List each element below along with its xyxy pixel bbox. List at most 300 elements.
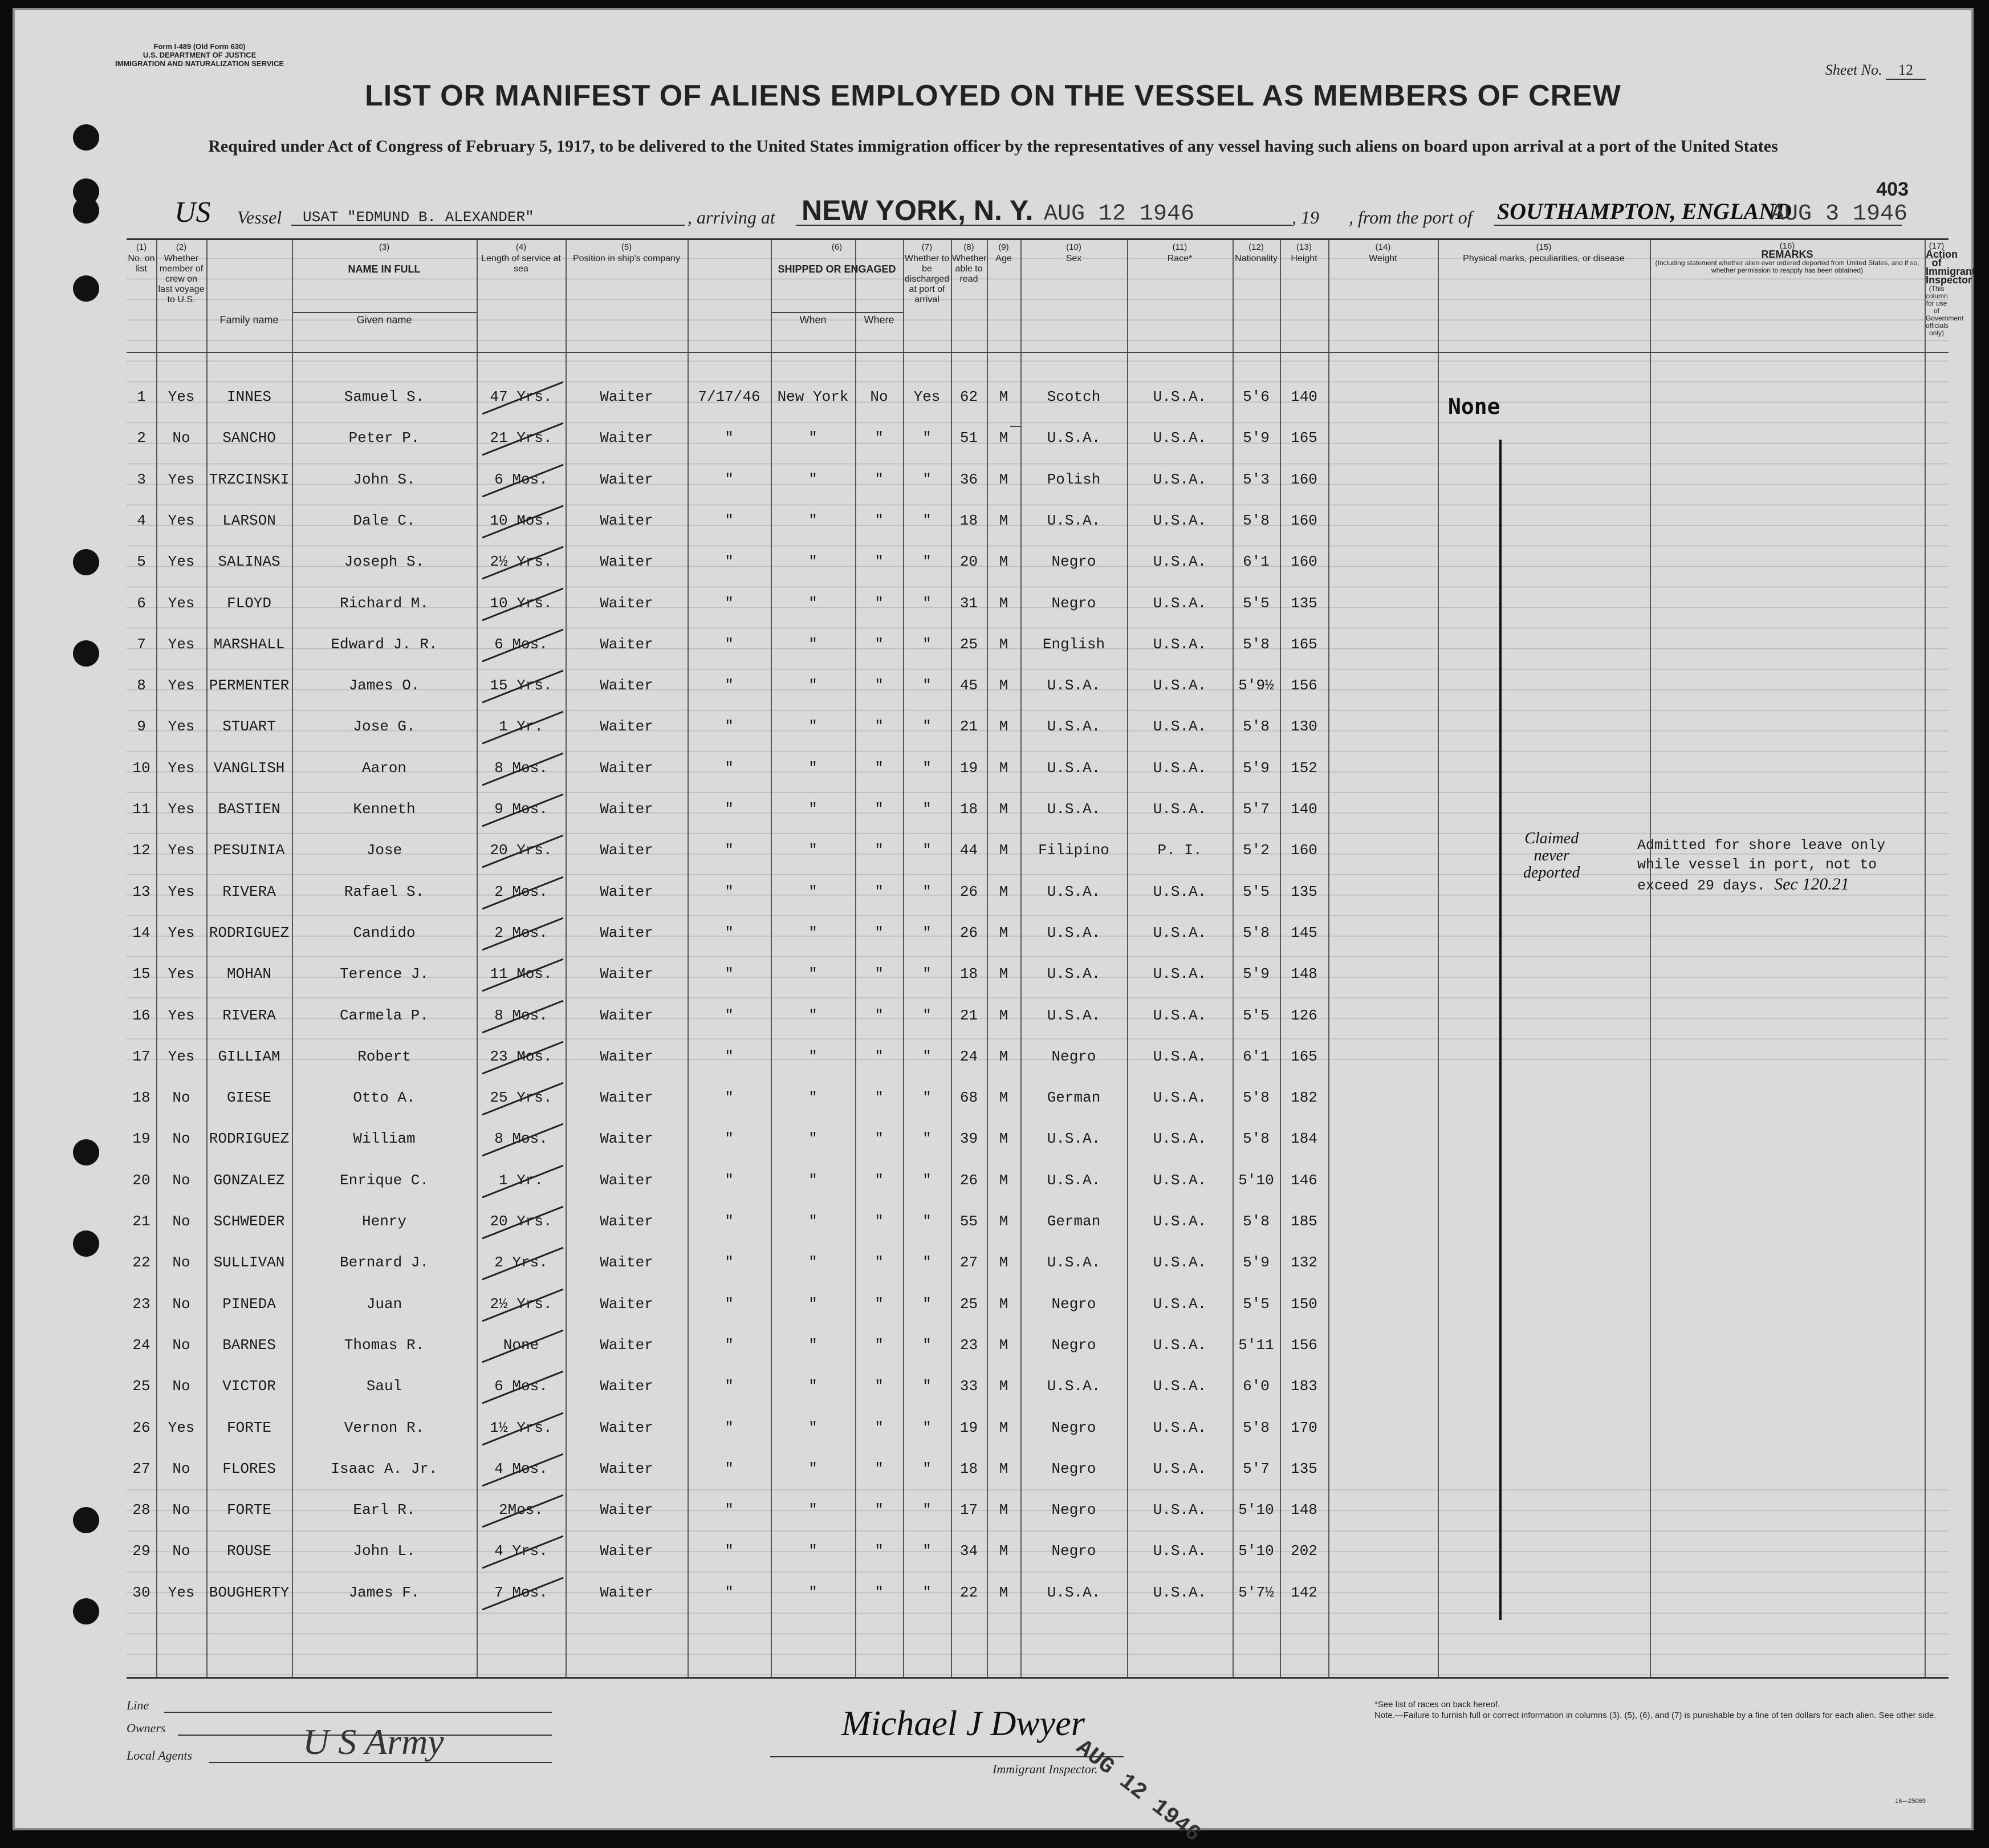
cell-weight: 183 [1291, 1378, 1317, 1395]
cell-service: 1 Yr. [498, 718, 543, 736]
cell-position: Waiter [600, 759, 653, 777]
cell-race: German [1047, 1213, 1101, 1230]
cell-position: Waiter [600, 718, 653, 736]
table-row [127, 1118, 1949, 1159]
cell-family: FORTE [226, 1501, 271, 1519]
cell-weight: 130 [1291, 718, 1317, 736]
cell-height: 5'8 [1243, 924, 1270, 941]
cell-family: INNES [226, 388, 271, 405]
cell-sex: M [999, 388, 1008, 405]
cell-where: " [808, 635, 817, 653]
remark-section: Sec 120.21 [1774, 875, 1849, 893]
cell-crew: No [172, 1501, 190, 1519]
cell-height: 6'0 [1243, 1378, 1270, 1395]
table-row [127, 1325, 1949, 1366]
cell-read: " [922, 1378, 932, 1395]
table-row [127, 706, 1949, 747]
cell-nationality: U.S.A. [1153, 429, 1207, 447]
cell-read: " [922, 1213, 932, 1230]
cell-service: 23 Mos. [490, 1047, 552, 1065]
cell-position: Waiter [600, 1047, 653, 1065]
cell-family: BASTIEN [218, 801, 280, 818]
cell-discharged: " [874, 429, 884, 447]
table-row [127, 541, 1949, 582]
cell-height: 5'5 [1243, 1295, 1270, 1313]
cell-service: 9 Mos. [494, 801, 548, 818]
cell-when: " [725, 965, 734, 983]
cell-race: U.S.A. [1047, 1378, 1101, 1395]
cell-discharged: " [874, 965, 884, 983]
cell-read: " [922, 1006, 932, 1024]
cell-when: " [725, 883, 734, 900]
cell-when: " [725, 1336, 734, 1354]
header-when: When [799, 314, 827, 326]
cell-height: 5'7 [1243, 1460, 1270, 1477]
cell-service: None [503, 1336, 539, 1354]
table-row [127, 912, 1949, 953]
cell-no: 7 [137, 635, 146, 653]
cell-no: 22 [132, 1254, 151, 1272]
cell-age: 27 [959, 1254, 978, 1272]
cell-given: Saul [366, 1378, 402, 1395]
cell-where: " [808, 1213, 817, 1230]
cell-no: 18 [132, 1089, 151, 1107]
cell-no: 1 [137, 388, 146, 405]
header-age: (9) Age [995, 242, 1012, 263]
cell-family: SCHWEDER [213, 1213, 285, 1230]
cell-crew: Yes [168, 470, 195, 488]
cell-service: 11 Mos. [490, 965, 552, 983]
cell-discharged: " [874, 1583, 884, 1601]
cell-sex: M [999, 1006, 1008, 1024]
cell-read: " [922, 1542, 932, 1560]
inspector-signature-line [770, 1756, 1124, 1757]
shore-leave-remark [1637, 836, 1885, 896]
cell-sex: M [999, 1336, 1008, 1354]
table-row [127, 1572, 1949, 1613]
header-position: (5) Position in ship's company [572, 242, 681, 263]
cell-nationality: U.S.A. [1153, 677, 1207, 694]
cell-crew: Yes [168, 924, 195, 941]
cell-read: " [922, 1171, 932, 1189]
cell-position: Waiter [600, 1213, 653, 1230]
header-discharged: (7) Whether to be discharged at port of arrival [904, 242, 950, 304]
cell-age: 39 [959, 1130, 978, 1148]
remark-line: while vessel in port, not to [1637, 856, 1877, 873]
cell-age: 21 [959, 718, 978, 736]
cell-position: Waiter [600, 1089, 653, 1107]
cell-crew: Yes [168, 1583, 195, 1601]
cell-sex: M [999, 553, 1008, 571]
cell-age: 62 [959, 388, 978, 405]
cell-height: 5'5 [1243, 1006, 1270, 1024]
cell-position: Waiter [600, 883, 653, 900]
cell-where: " [808, 1089, 817, 1107]
arrival-date-stamp: AUG 12 1946 [1044, 201, 1195, 227]
cell-given: Enrique C. [339, 1171, 429, 1189]
cell-sex: M [999, 1419, 1008, 1436]
cell-discharged: No [870, 388, 888, 405]
cell-weight: 160 [1291, 553, 1317, 571]
cell-position: Waiter [600, 1460, 653, 1477]
cell-service: 2½ Yrs. [490, 553, 552, 571]
cell-height: 5'9 [1243, 759, 1270, 777]
cell-where: New York [777, 388, 849, 405]
cell-height: 5'8 [1243, 511, 1270, 529]
claimed-note-line: deported [1523, 864, 1580, 882]
inspector-label: Immigrant Inspector. [993, 1762, 1098, 1776]
cell-given: James O. [348, 677, 420, 694]
form-number: Form I-489 (Old Form 630) [153, 42, 246, 51]
cell-read: " [922, 801, 932, 818]
cell-height: 6'1 [1243, 553, 1270, 571]
cell-service: 6 Mos. [494, 470, 548, 488]
cell-when: " [725, 470, 734, 488]
table-row [127, 1448, 1949, 1489]
cell-position: Waiter [600, 429, 653, 447]
cell-where: " [808, 965, 817, 983]
owners-label: Owners [127, 1721, 166, 1735]
cell-crew: No [172, 1089, 190, 1107]
cell-read: " [922, 594, 932, 612]
cell-weight: 160 [1291, 842, 1317, 859]
cell-nationality: U.S.A. [1153, 1460, 1207, 1477]
cell-crew: Yes [168, 1419, 195, 1436]
header-rule [127, 352, 1949, 353]
header-weight: (14) Weight [1369, 242, 1397, 263]
cell-family: FORTE [226, 1419, 271, 1436]
cell-race: U.S.A. [1047, 677, 1101, 694]
cell-sex: M [999, 470, 1008, 488]
cell-sex: M [999, 1089, 1008, 1107]
cell-discharged: " [874, 677, 884, 694]
cell-where: " [808, 1171, 817, 1189]
cell-crew: Yes [168, 594, 195, 612]
cell-height: 5'10 [1238, 1171, 1274, 1189]
cell-service: 10 Mos. [490, 511, 552, 529]
cell-position: Waiter [600, 677, 653, 694]
cell-nationality: U.S.A. [1153, 965, 1207, 983]
cell-nationality: U.S.A. [1153, 924, 1207, 941]
cell-age: 18 [959, 965, 978, 983]
cell-given: Terence J. [339, 965, 429, 983]
cell-no: 4 [137, 511, 146, 529]
cell-sex: M [999, 1047, 1008, 1065]
header-crew-last-voyage: (2) Whether member of crew on last voyage to U.S. [158, 242, 205, 304]
cell-weight: 146 [1291, 1171, 1317, 1189]
cell-no: 11 [132, 801, 151, 818]
cell-height: 5'2 [1243, 842, 1270, 859]
cell-height: 5'9 [1243, 965, 1270, 983]
cell-discharged: " [874, 759, 884, 777]
header-given-name: Given name [356, 314, 412, 326]
cell-position: Waiter [600, 1295, 653, 1313]
cell-sex: M [999, 1254, 1008, 1272]
cell-height: 5'9 [1243, 1254, 1270, 1272]
cell-service: 20 Yrs. [490, 1213, 552, 1230]
cell-position: Waiter [600, 924, 653, 941]
cell-race: German [1047, 1089, 1101, 1107]
cell-given: Dale C. [353, 511, 416, 529]
cell-crew: No [172, 1130, 190, 1148]
cell-weight: 145 [1291, 924, 1317, 941]
cell-sex: M [999, 759, 1008, 777]
cell-given: Juan [366, 1295, 402, 1313]
cell-no: 3 [137, 470, 146, 488]
cell-position: Waiter [600, 1419, 653, 1436]
cell-race: Negro [1051, 1295, 1096, 1313]
cell-sex: M [999, 801, 1008, 818]
cell-no: 6 [137, 594, 146, 612]
cell-read: " [922, 635, 932, 653]
manifest-subtitle: Required under Act of Congress of February 5, 1917, to be delivered to the United States immigration officer by the representatives of any vessel having such aliens on board upon arrival at a port of the United States [208, 137, 1778, 156]
form-identifier [115, 42, 284, 68]
punch-hole [73, 124, 99, 151]
cell-sex: M [999, 635, 1008, 653]
remark-line: Admitted for shore leave only [1637, 837, 1886, 854]
cell-no: 2 [137, 429, 146, 447]
table-row [127, 748, 1949, 789]
cell-when: " [725, 1501, 734, 1519]
line-label: Line [127, 1698, 149, 1712]
cell-family: MOHAN [226, 965, 271, 983]
cell-race: U.S.A. [1047, 801, 1101, 818]
punch-hole [73, 1230, 99, 1257]
cell-where: " [808, 1460, 817, 1477]
cell-height: 5'5 [1243, 883, 1270, 900]
cell-given: Joseph S. [344, 553, 425, 571]
cell-height: 5'8 [1243, 1130, 1270, 1148]
header-family-name: Family name [219, 314, 279, 326]
cell-given: Jose G. [353, 718, 416, 736]
cell-nationality: U.S.A. [1153, 1419, 1207, 1436]
cell-nationality: U.S.A. [1153, 1378, 1207, 1395]
inspection-date-stamp: AUG 12 1946 [1071, 1735, 1206, 1848]
cell-weight: 165 [1291, 1047, 1317, 1065]
cell-given: Vernon R. [344, 1419, 425, 1436]
cell-given: Thomas R. [344, 1336, 425, 1354]
cell-position: Waiter [600, 965, 653, 983]
cell-service: 15 Yrs. [490, 677, 552, 694]
cell-when: " [725, 1213, 734, 1230]
cell-service: 1½ Yrs. [490, 1419, 552, 1436]
cell-race: U.S.A. [1047, 1171, 1101, 1189]
cell-age: 20 [959, 553, 978, 571]
cell-position: Waiter [600, 470, 653, 488]
cell-age: 19 [959, 1419, 978, 1436]
cell-race: U.S.A. [1047, 1130, 1101, 1148]
table-row [127, 789, 1949, 830]
cell-when: " [725, 1171, 734, 1189]
cell-sex: M [999, 1583, 1008, 1601]
cell-when: " [725, 759, 734, 777]
cell-race: U.S.A. [1047, 429, 1101, 447]
cell-height: 5'8 [1243, 635, 1270, 653]
cell-weight: 148 [1291, 965, 1317, 983]
cell-given: James F. [348, 1583, 420, 1601]
cell-given: Carmela P. [339, 1006, 429, 1024]
shipped-subheader-rule [771, 312, 903, 313]
line-underline [164, 1712, 552, 1713]
sheet-label: Sheet No. [1825, 62, 1882, 78]
cell-service: 20 Yrs. [490, 842, 552, 859]
cell-age: 26 [959, 883, 978, 900]
cell-no: 23 [132, 1295, 151, 1313]
table-row [127, 1077, 1949, 1118]
cell-service: 4 Yrs. [494, 1542, 548, 1560]
cell-height: 5'7½ [1238, 1583, 1274, 1601]
cell-position: Waiter [600, 1006, 653, 1024]
cell-where: " [808, 801, 817, 818]
table-row [127, 583, 1949, 624]
table-row [127, 1530, 1949, 1571]
cell-nationality: U.S.A. [1153, 1295, 1207, 1313]
arrival-port: NEW YORK, N. Y. [802, 194, 1034, 226]
cell-crew: Yes [168, 388, 195, 405]
cell-crew: Yes [168, 1006, 195, 1024]
cell-position: Waiter [600, 1583, 653, 1601]
cell-read: " [922, 470, 932, 488]
cell-position: Waiter [600, 553, 653, 571]
cell-height: 5'10 [1238, 1501, 1274, 1519]
cell-age: 26 [959, 924, 978, 941]
cell-service: 2 Mos. [494, 924, 548, 941]
cell-where: " [808, 470, 817, 488]
cell-read: " [922, 883, 932, 900]
races-note: *See list of races on back hereof. [1374, 1700, 1500, 1709]
cell-given: William [353, 1130, 416, 1148]
claimed-note-line: Claimed [1524, 830, 1579, 847]
cell-when: " [725, 924, 734, 941]
cell-when: " [725, 553, 734, 571]
cell-discharged: " [874, 1213, 884, 1230]
cell-discharged: " [874, 718, 884, 736]
service-name: IMMIGRATION AND NATURALIZATION SERVICE [115, 59, 284, 68]
cell-weight: 135 [1291, 594, 1317, 612]
cell-age: 17 [959, 1501, 978, 1519]
header-height: (13) Height [1291, 242, 1317, 263]
cell-when: " [725, 1542, 734, 1560]
cell-nationality: U.S.A. [1153, 1336, 1207, 1354]
cell-no: 25 [132, 1378, 151, 1395]
cell-read: " [922, 429, 932, 447]
cell-discharged: " [874, 553, 884, 571]
cell-family: FLORES [222, 1460, 276, 1477]
cell-no: 8 [137, 677, 146, 694]
cell-nationality: U.S.A. [1153, 1254, 1207, 1272]
cell-where: " [808, 1295, 817, 1313]
cell-service: 8 Mos. [494, 759, 548, 777]
cell-weight: 160 [1291, 470, 1317, 488]
cell-family: SALINAS [218, 553, 280, 571]
cell-age: 25 [959, 1295, 978, 1313]
cell-family: PESUINIA [213, 842, 285, 859]
cell-nationality: U.S.A. [1153, 1089, 1207, 1107]
cell-race: U.S.A. [1047, 1006, 1101, 1024]
cell-family: GIESE [226, 1089, 271, 1107]
cell-weight: 135 [1291, 1460, 1317, 1477]
cell-weight: 152 [1291, 759, 1317, 777]
cell-nationality: U.S.A. [1153, 594, 1207, 612]
cell-weight: 165 [1291, 429, 1317, 447]
cell-no: 12 [132, 842, 151, 859]
header-nationality: (12) Nationality [1235, 242, 1278, 263]
cell-position: Waiter [600, 1171, 653, 1189]
cell-sex: M [999, 924, 1008, 941]
header-race: (11) Race* [1167, 242, 1193, 263]
cell-nationality: U.S.A. [1153, 388, 1207, 405]
cell-crew: No [172, 1542, 190, 1560]
cell-nationality: U.S.A. [1153, 718, 1207, 736]
cell-read: " [922, 553, 932, 571]
cell-height: 6'1 [1243, 1047, 1270, 1065]
cell-height: 5'11 [1238, 1336, 1274, 1354]
cell-where: " [808, 1583, 817, 1601]
cell-read: " [922, 1047, 932, 1065]
cell-weight: 135 [1291, 883, 1317, 900]
cell-nationality: U.S.A. [1153, 1542, 1207, 1560]
cell-sex: M [999, 1460, 1008, 1477]
punch-hole [73, 1139, 99, 1165]
cell-family: SANCHO [222, 429, 276, 447]
cell-given: Samuel S. [344, 388, 425, 405]
cell-nationality: U.S.A. [1153, 553, 1207, 571]
cell-when: " [725, 1583, 734, 1601]
cell-service: 2½ Yrs. [490, 1295, 552, 1313]
table-row [127, 1160, 1949, 1201]
cell-family: SULLIVAN [213, 1254, 285, 1272]
cell-age: 18 [959, 1460, 978, 1477]
cell-crew: Yes [168, 718, 195, 736]
stamp-number: 403 [1876, 178, 1909, 200]
cell-nationality: U.S.A. [1153, 801, 1207, 818]
cell-family: BOUGHERTY [209, 1583, 290, 1601]
cell-crew: Yes [168, 635, 195, 653]
cell-position: Waiter [600, 1501, 653, 1519]
cell-given: Otto A. [353, 1089, 416, 1107]
cell-position: Waiter [600, 801, 653, 818]
cell-given: Henry [361, 1213, 406, 1230]
cell-weight: 184 [1291, 1130, 1317, 1148]
cell-when: " [725, 842, 734, 859]
cell-family: GONZALEZ [213, 1171, 285, 1189]
cell-race: U.S.A. [1047, 511, 1101, 529]
cell-age: 34 [959, 1542, 978, 1560]
cell-sex: M [999, 1130, 1008, 1148]
cell-when: " [725, 1295, 734, 1313]
table-row [127, 1284, 1949, 1325]
cell-age: 36 [959, 470, 978, 488]
arriving-label: , arriving at [688, 207, 775, 228]
cell-height: 5'8 [1243, 718, 1270, 736]
cell-position: Waiter [600, 511, 653, 529]
cell-nationality: U.S.A. [1153, 1213, 1207, 1230]
cell-weight: 142 [1291, 1583, 1317, 1601]
header-shipped-engaged: (6) SHIPPED OR ENGAGED [778, 242, 896, 275]
cell-given: Peter P. [348, 429, 420, 447]
vessel-name: USAT "EDMUND B. ALEXANDER" [303, 209, 534, 226]
cell-nationality: U.S.A. [1153, 1006, 1207, 1024]
departure-port: SOUTHAMPTON, ENGLAND [1497, 198, 1792, 224]
penalty-note: Note.—Failure to furnish full or correct information in columns (3), (5), (6), and (7) is punishable by a fine of ten dollars for each alien. See other side. [1374, 1711, 1937, 1720]
cell-no: 19 [132, 1130, 151, 1148]
cell-age: 24 [959, 1047, 978, 1065]
cell-position: Waiter [600, 1336, 653, 1354]
cell-position: Waiter [600, 1378, 653, 1395]
cell-height: 5'8 [1243, 1089, 1270, 1107]
cell-read: " [922, 511, 932, 529]
from-port-label: , from the port of [1349, 207, 1473, 228]
